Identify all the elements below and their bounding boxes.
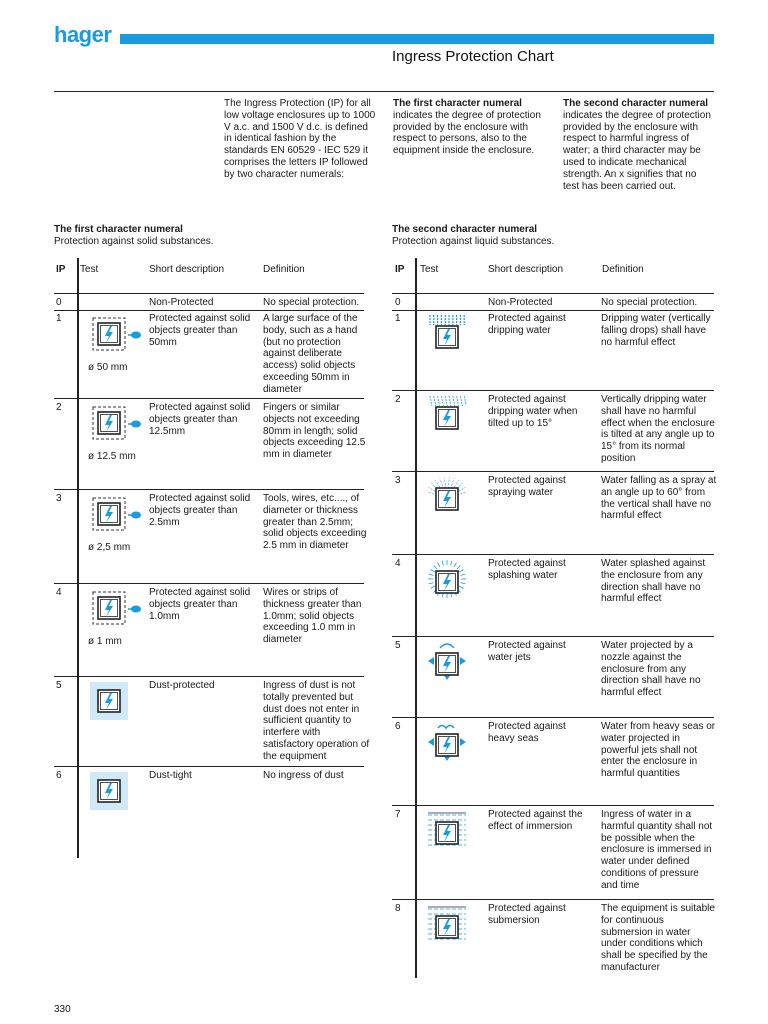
- solids-diameter-label: ø 12.5 mm: [88, 451, 136, 462]
- solids-row-definition: Ingress of dust is not totally prevented but dust does not enter in sufficient quantity to interfere with satisfactory operation of the equipment: [263, 680, 370, 762]
- solids-header-short: Short description: [149, 264, 225, 275]
- solids-test-icon: [90, 772, 128, 810]
- solids-row-ip: 5: [56, 680, 62, 691]
- liquids-row-definition: Water falling as a spray at an angle up to 60° from the vertical shall have no harmful effect: [601, 475, 717, 522]
- liquids-row-ip: 5: [395, 640, 401, 651]
- liquids-test-icon: [428, 315, 466, 357]
- liquids-row-ip: 4: [395, 558, 401, 569]
- intro-second-numeral: [563, 98, 715, 192]
- liquids-column-divider: [415, 258, 417, 978]
- intro-first-numeral-text: indicates the degree of protection provided by the enclosure with respect to persons, also to the equipment inside the enclosure.: [393, 109, 541, 157]
- liquids-row-rule: [392, 717, 714, 718]
- solids-row-rule: [54, 489, 364, 490]
- liquids-row-short: Non-Protected: [488, 297, 553, 308]
- liquids-test-icon: [428, 723, 466, 765]
- solids-diameter-label: ø 2,5 mm: [88, 542, 131, 553]
- liquids-test-icon: [428, 811, 466, 853]
- liquids-header-short: Short description: [488, 264, 564, 275]
- liquids-row-short: Protected against splashing water: [488, 558, 566, 581]
- brand-bar: [120, 34, 714, 44]
- liquids-row-rule: [392, 899, 714, 900]
- solids-row-ip: 0: [56, 297, 62, 308]
- liquids-row-definition: Water splashed against the enclosure from any direction shall have no harmful effect: [601, 558, 706, 605]
- solids-diameter-label: ø 50 mm: [88, 362, 128, 373]
- solids-row-rule: [54, 310, 364, 311]
- solids-row-short: Non-Protected: [149, 297, 214, 308]
- liquids-row-ip: 2: [395, 394, 401, 405]
- liquids-row-short: Protected against dripping water when tilted up to 15°: [488, 394, 578, 429]
- liquids-header-rule: [392, 293, 714, 294]
- page-number: 330: [54, 1004, 71, 1015]
- liquids-row-ip: 7: [395, 809, 401, 820]
- solids-row-ip: 2: [56, 402, 62, 413]
- liquids-row-ip: 0: [395, 297, 401, 308]
- liquids-section-subtitle: Protection against liquid substances.: [392, 236, 555, 247]
- liquids-header-test: Test: [420, 264, 439, 275]
- solids-row-definition: A large surface of the body, such as a hand (but no protection against deliberate access) solid objects exceeding 50mm in diameter: [263, 313, 358, 395]
- intro-divider: [54, 91, 714, 92]
- solids-test-icon: [90, 315, 128, 353]
- solids-test-icon: [90, 495, 128, 533]
- solids-section-subtitle: Protection against solid substances.: [54, 236, 214, 247]
- liquids-section-title: The second character numeral: [392, 224, 538, 235]
- liquids-row-rule: [392, 390, 714, 391]
- solids-row-ip: 1: [56, 313, 62, 324]
- solids-row-rule: [54, 583, 364, 584]
- solids-row-ip: 3: [56, 493, 62, 504]
- liquids-row-short: Protected against submersion: [488, 903, 566, 926]
- liquids-row-definition: Water from heavy seas or water projected in powerful jets shall not enter the enclosure in harmful quantities: [601, 721, 716, 780]
- liquids-row-short: Protected against water jets: [488, 640, 566, 663]
- solids-row-short: Protected against solid objects greater than 1.0mm: [149, 587, 251, 622]
- solids-column-divider: [77, 258, 79, 858]
- liquids-row-ip: 6: [395, 721, 401, 732]
- liquids-test-icon: [428, 642, 466, 684]
- solids-test-icon: [90, 404, 128, 442]
- solids-row-ip: 6: [56, 770, 62, 781]
- solids-row-definition: Fingers or similar objects not exceeding 80mm in length; solid objects exceeding 12.5 mm in diameter: [263, 402, 366, 461]
- liquids-row-definition: The equipment is suitable for continuous submersion in water under conditions which shall be specified by the manufacturer: [601, 903, 715, 973]
- liquids-header-definition: Definition: [602, 264, 644, 275]
- solids-row-short: Dust-tight: [149, 770, 192, 781]
- liquids-row-short: Protected against dripping water: [488, 313, 566, 336]
- intro-first-numeral-title: The first character numeral: [393, 98, 522, 109]
- solids-row-short: Protected against solid objects greater than 50mm: [149, 313, 251, 348]
- liquids-row-ip: 3: [395, 475, 401, 486]
- solids-row-definition: Wires or strips of thickness greater than 1.0mm; solid objects exceeding 1.0 mm in diameter: [263, 587, 362, 646]
- liquids-row-rule: [392, 636, 714, 637]
- solids-row-short: Protected against solid objects greater than 2.5mm: [149, 493, 251, 528]
- liquids-row-definition: Ingress of water in a harmful quantity shall not be possible when the enclosure is immersed in water under defined conditions of pressure and time: [601, 809, 713, 891]
- liquids-row-short: Protected against heavy seas: [488, 721, 566, 744]
- solids-row-definition: Tools, wires, etc...., of diameter or thickness greater than 2.5mm; solid objects exceeding 2.5 mm in diameter: [263, 493, 367, 552]
- liquids-row-short: Protected against the effect of immersion: [488, 809, 583, 832]
- intro-text: The Ingress Protection (IP) for all low voltage enclosures up to 1000 V a.c. and 1500 V d.c. is defined in identical fashion by the standards EN 60529 - IEC 529 it comprises the letters IP followed by two character numerals:: [224, 98, 376, 180]
- solids-row-ip: 4: [56, 587, 62, 598]
- liquids-header-ip: IP: [395, 264, 405, 275]
- liquids-row-definition: No special protection.: [601, 297, 698, 308]
- solids-probe-icon: [128, 416, 142, 426]
- solids-header-definition: Definition: [263, 264, 305, 275]
- solids-test-icon: [90, 682, 128, 720]
- intro-first-numeral: [393, 98, 543, 157]
- intro-second-numeral-title: The second character numeral: [563, 98, 709, 109]
- solids-row-definition: No special protection.: [263, 297, 360, 308]
- liquids-test-icon: [428, 477, 466, 519]
- page-title: Ingress Protection Chart: [392, 48, 554, 65]
- liquids-row-rule: [392, 471, 714, 472]
- solids-probe-icon: [128, 327, 142, 337]
- solids-row-rule: [54, 676, 364, 677]
- liquids-test-icon: [428, 560, 466, 602]
- solids-header-ip: IP: [56, 264, 66, 275]
- solids-diameter-label: ø 1 mm: [88, 636, 122, 647]
- liquids-test-icon: [428, 396, 466, 438]
- solids-probe-icon: [128, 507, 142, 517]
- solids-header-rule: [54, 293, 364, 294]
- liquids-test-icon: [428, 905, 466, 947]
- solids-test-icon: [90, 589, 128, 627]
- solids-section-title: The first character numeral: [54, 224, 183, 235]
- liquids-row-short: Protected against spraying water: [488, 475, 566, 498]
- solids-row-definition: No ingress of dust: [263, 770, 344, 781]
- liquids-row-rule: [392, 554, 714, 555]
- liquids-row-rule: [392, 805, 714, 806]
- liquids-row-definition: Vertically dripping water shall have no harmful effect when the enclosure is tilted at any angle up to 15° from its normal position: [601, 394, 715, 464]
- solids-row-rule: [54, 766, 364, 767]
- solids-row-rule: [54, 398, 364, 399]
- solids-row-short: Dust-protected: [149, 680, 215, 691]
- liquids-row-rule: [392, 310, 714, 311]
- solids-probe-icon: [128, 601, 142, 611]
- intro-second-numeral-text: indicates the degree of protection provided by the enclosure with respect to harmful ingress of water; a third character may be used to indicate mechanical strength. An x signifies that no test has been carried out.: [563, 109, 711, 192]
- hager-logo: hager: [54, 22, 112, 47]
- solids-header-test: Test: [80, 264, 99, 275]
- liquids-row-ip: 1: [395, 313, 401, 324]
- liquids-row-definition: Water projected by a nozzle against the enclosure from any direction shall have no harmful effect: [601, 640, 701, 699]
- solids-row-short: Protected against solid objects greater than 12.5mm: [149, 402, 251, 437]
- liquids-row-ip: 8: [395, 903, 401, 914]
- liquids-row-definition: Dripping water (vertically falling drops) shall have no harmful effect: [601, 313, 711, 348]
